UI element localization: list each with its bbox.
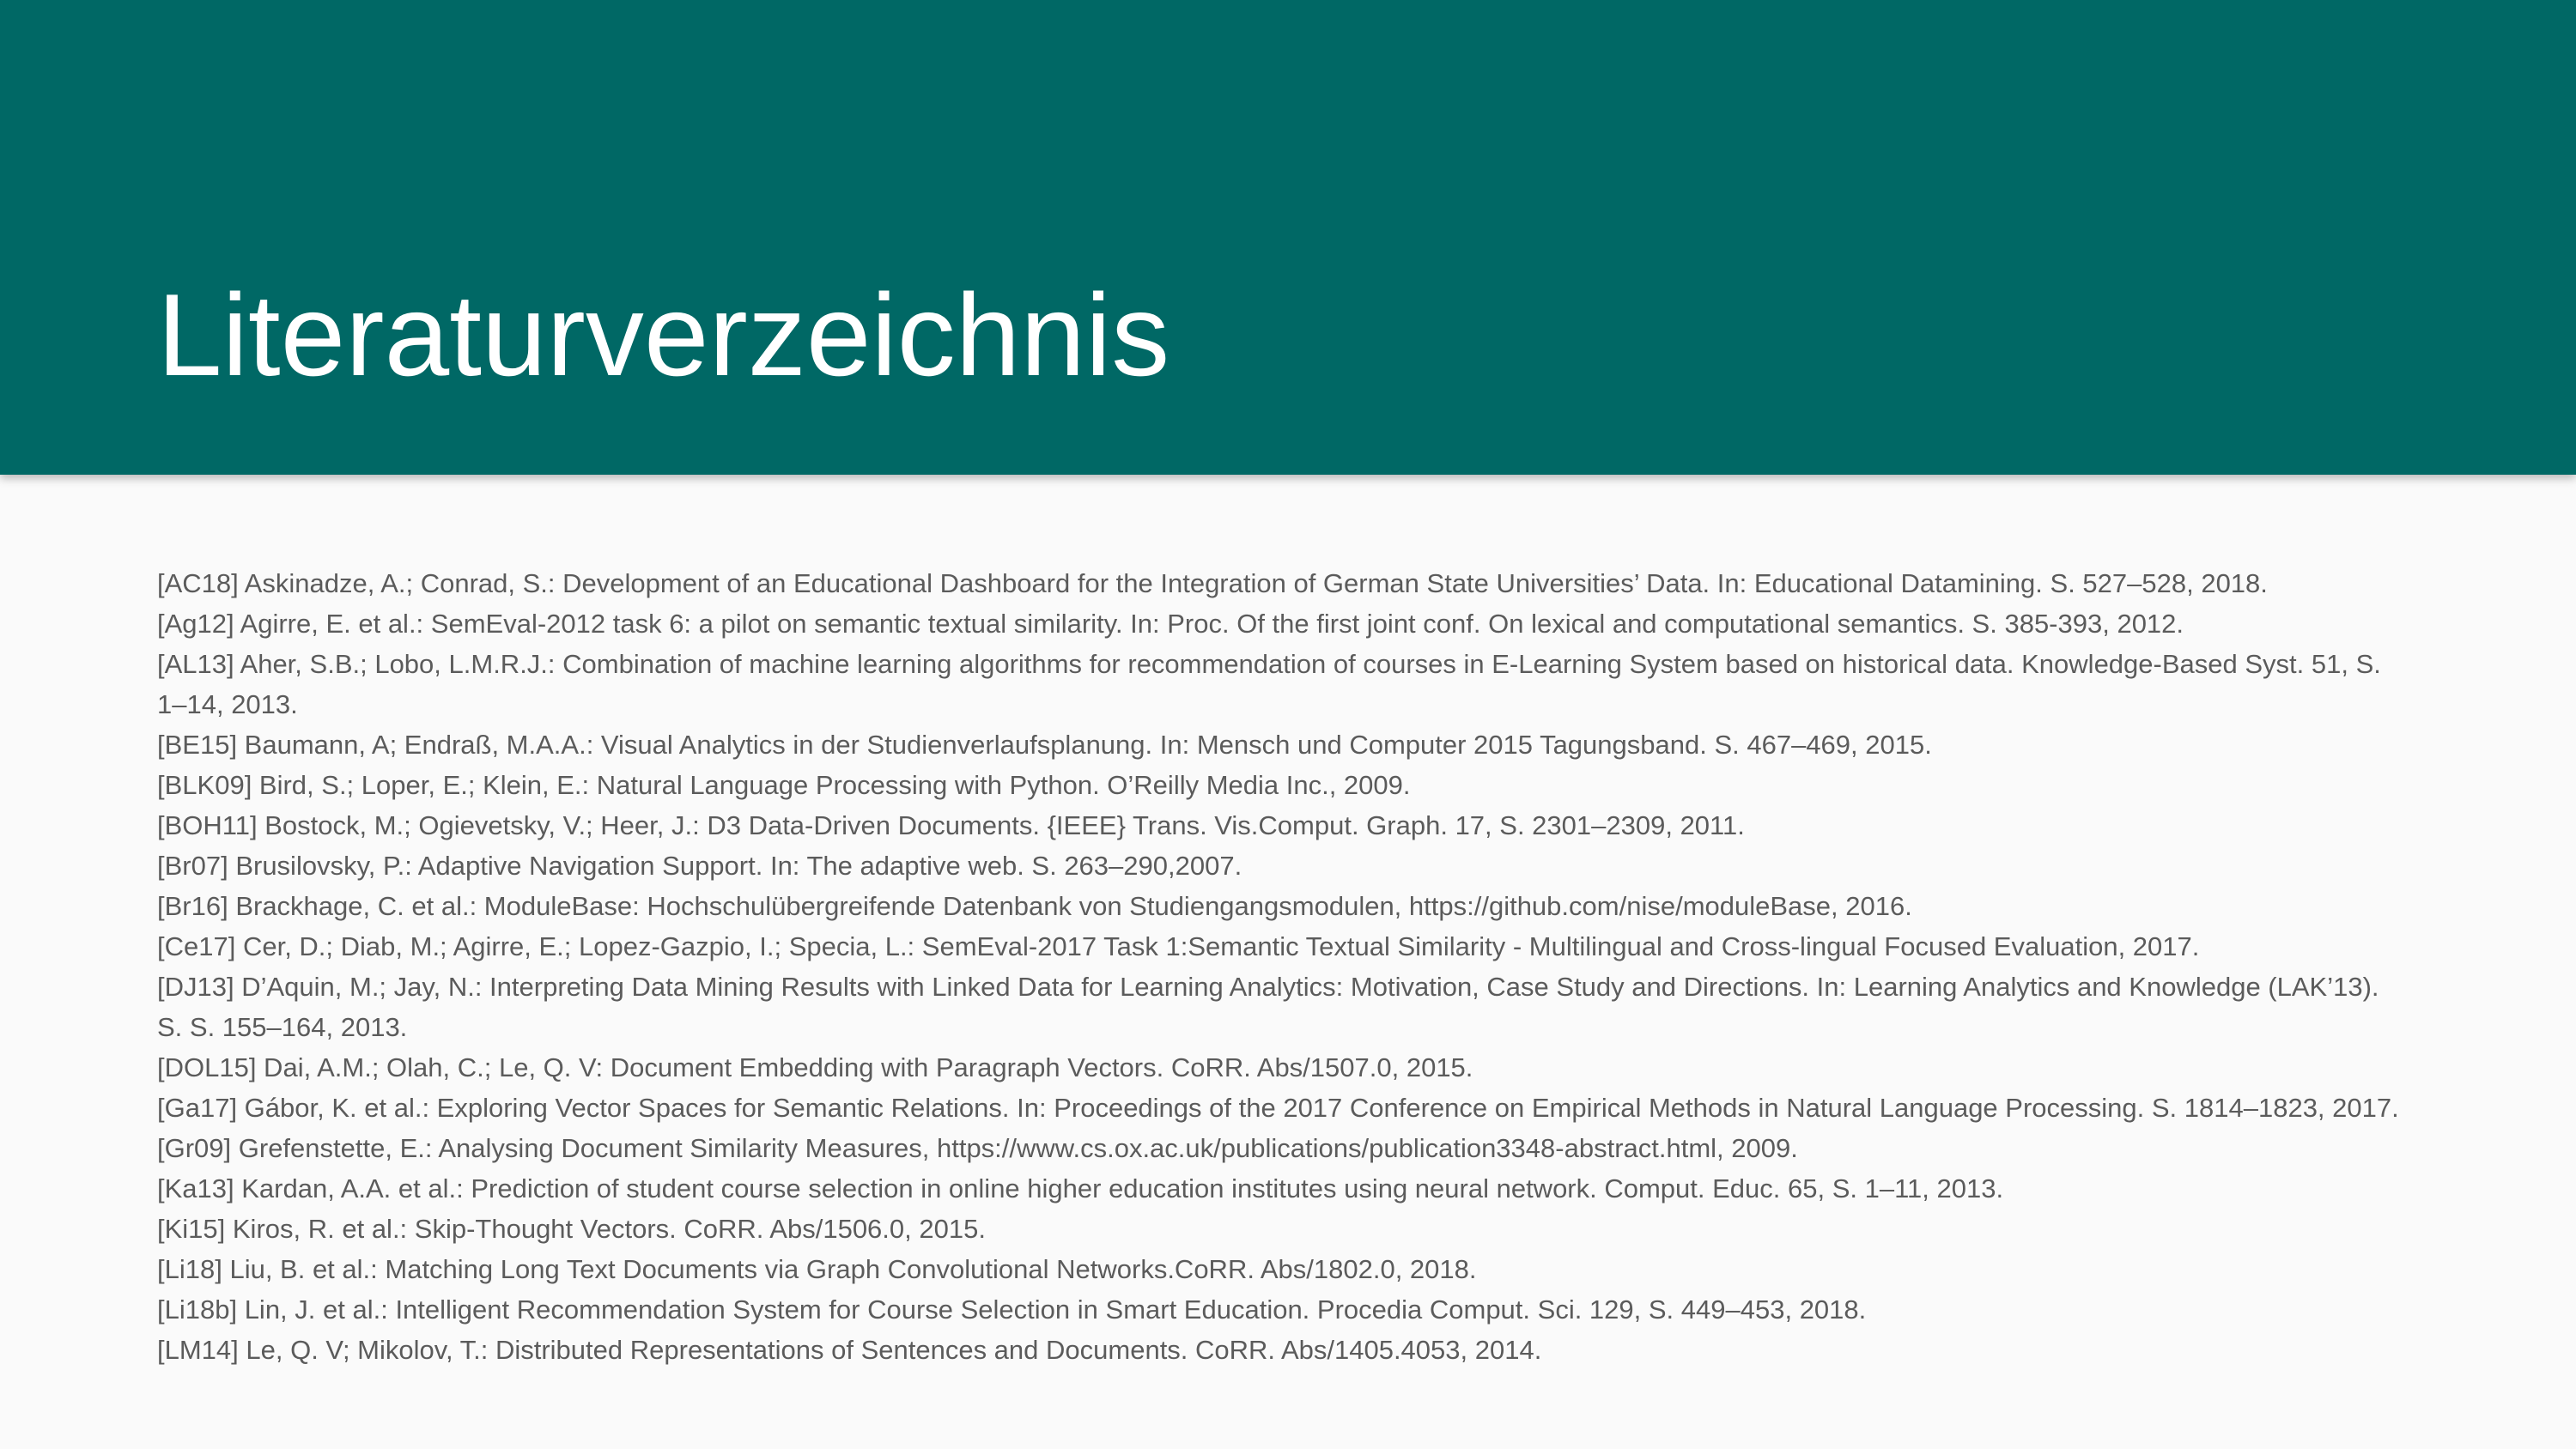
reference-item: [Ga17] Gábor, K. et al.: Exploring Vector Spaces for Semantic Relations. In: Proceedings of the 2017 Conference on Empirical Methods in Natural Language Processing. S. 1814–1823, 2017. [157,1093,2399,1123]
reference-item: [Ka13] Kardan, A.A. et al.: Prediction of student course selection in online higher education institutes using neural network. Comput. Educ. 65, S. 1–11, 2013. [157,1173,2004,1203]
reference-item: [Ag12] Agirre, E. et al.: SemEval-2012 task 6: a pilot on semantic textual similarity. In: Proc. Of the first joint conf. On lexical and computational semantics. S. 385-393, 2012. [157,609,2184,639]
reference-item: [DOL15] Dai, A.M.; Olah, C.; Le, Q. V: Document Embedding with Paragraph Vectors. CoRR. Abs/1507.0, 2015. [157,1052,1473,1082]
reference-item: [BE15] Baumann, A; Endraß, M.A.A.: Visual Analytics in der Studienverlaufsplanung. In: Mensch und Computer 2015 Tagungsband. S. 467–469, 2015. [157,730,1932,760]
reference-item: [Ki15] Kiros, R. et al.: Skip-Thought Vectors. CoRR. Abs/1506.0, 2015. [157,1214,986,1244]
reference-item: [AC18] Askinadze, A.; Conrad, S.: Development of an Educational Dashboard for the Integration of German State Universities’ Data. In: Educational Datamining. S. 527–528, 2018. [157,568,2268,598]
reference-item: [Br07] Brusilovsky, P.: Adaptive Navigation Support. In: The adaptive web. S. 263–290,2007. [157,851,1242,881]
reference-list [157,563,2407,1370]
reference-item: [BOH11] Bostock, M.; Ogievetsky, V.; Heer, J.: D3 Data-Driven Documents. {IEEE} Trans. Vis.Comput. Graph. 17, S. 2301–2309, 2011. [157,810,1745,840]
reference-item: [Li18b] Lin, J. et al.: Intelligent Recommendation System for Course Selection in Smart Education. Procedia Comput. Sci. 129, S. 449–453, 2018. [157,1294,1867,1325]
reference-item: [BLK09] Bird, S.; Loper, E.; Klein, E.: Natural Language Processing with Python. O’Reilly Media Inc., 2009. [157,770,1411,800]
slide-header [0,0,2576,475]
reference-item: [Gr09] Grefenstette, E.: Analysing Document Similarity Measures, https://www.cs.ox.ac.uk/publications/publication3348-abstract.html, 2009. [157,1133,1798,1163]
reference-item: [Br16] Brackhage, C. et al.: ModuleBase: Hochschulübergreifende Datenbank von Studiengangsmodulen, https://github.com/nise/moduleBase, 2016. [157,891,1912,921]
page-title: Literaturverzeichnis [157,270,1170,400]
reference-item: [AL13] Aher, S.B.; Lobo, L.M.R.J.: Combination of machine learning algorithms for recommendation of courses in E-Learning System based on historical data. Knowledge-Based Syst. 51, S. 1–14, 2013. [157,649,2381,719]
reference-item: [Li18] Liu, B. et al.: Matching Long Text Documents via Graph Convolutional Networks.CoRR. Abs/1802.0, 2018. [157,1254,1477,1284]
reference-item: [LM14] Le, Q. V; Mikolov, T.: Distributed Representations of Sentences and Documents. CoRR. Abs/1405.4053, 2014. [157,1335,1542,1365]
reference-item: [DJ13] D’Aquin, M.; Jay, N.: Interpreting Data Mining Results with Linked Data for Learning Analytics: Motivation, Case Study and Directions. In: Learning Analytics and Knowledge (LAK’13). S. S. 155–164, 2013. [157,972,2379,1042]
reference-item: [Ce17] Cer, D.; Diab, M.; Agirre, E.; Lopez-Gazpio, I.; Specia, L.: SemEval-2017 Task 1:Semantic Textual Similarity - Multilingual and Cross-lingual Focused Evaluation, 2017. [157,931,2200,961]
